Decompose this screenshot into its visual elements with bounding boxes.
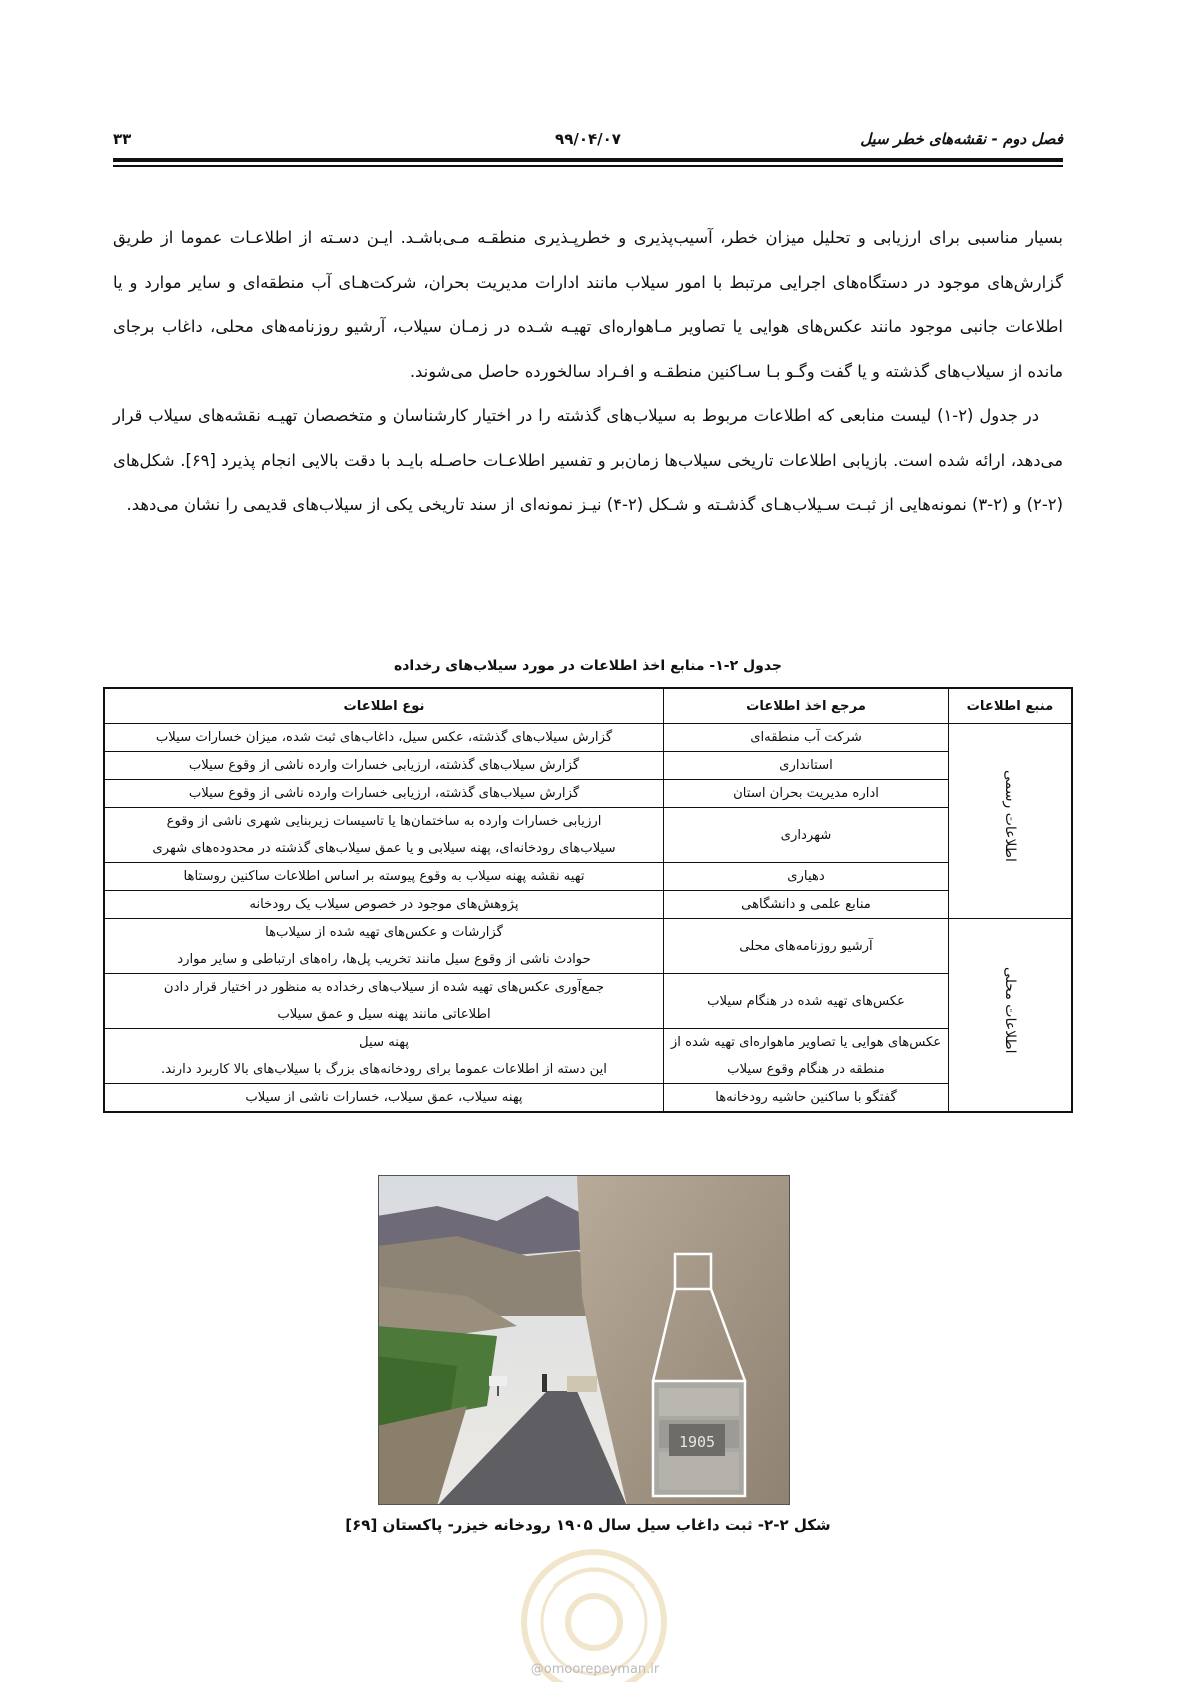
table-row [104,752,1072,780]
info-line: گزارش سیلاب‌های گذشته، ارزیابی خسارات وارده ناشی از وقوع سیلاب [188,758,580,773]
info-cell [104,1029,664,1084]
info-line: ارزیابی خسارات وارده به ساختمان‌ها یا تاسیسات زیربنایی شهری ناشی از وقوع [166,814,602,829]
info-line: اطلاعاتی مانند پهنه سیل و عمق سیلاب [277,1007,491,1022]
group-label: اطلاعات محلی [1002,966,1018,1054]
info-line: این دسته از اطلاعات عموما برای رودخانه‌های بزرگ با سیلاب‌های بالا کاربرد دارند. [161,1062,607,1077]
info-cell [104,863,664,891]
reference-cell: گفتگو با ساکنین حاشیه رودخانه‌ها [664,1084,949,1113]
info-line: حوادث ناشی از وقوع سیل مانند تخریب پل‌ها، راه‌های ارتباطی و سایر موارد [177,952,591,967]
reference-cell: شهرداری [664,808,949,863]
info-cell [104,752,664,780]
body-text [113,216,1063,528]
watermark-url: @omoorepeyman.ir [530,1662,660,1677]
document-date: ۹۹/۰۴/۰۷ [555,130,621,148]
sources-table [103,687,1073,1113]
reference-cell: اداره مدیریت بحران استان [664,780,949,808]
table-row [104,1084,1072,1113]
info-line: گزارش سیلاب‌های گذشته، عکس سیل، داغاب‌های ثبت شده، میزان خسارات سیلاب [155,730,613,745]
info-line: سیلاب‌های رودخانه‌ای، پهنه سیلابی و یا عمق سیلاب‌های گذشته در محدوده‌های شهری [152,841,616,856]
header-rule-thick [113,158,1063,162]
reference-cell: عکس‌های هوایی یا تصاویر ماهواره‌ای تهیه شده از منطقه در هنگام وقوع سیلاب [664,1029,949,1084]
info-cell [104,724,664,752]
info-cell [104,919,664,974]
info-line: پهنه سیل [358,1035,409,1050]
page-number: ۳۳ [113,130,132,148]
paragraph: بسیار مناسبی برای ارزیابی و تحلیل میزان خطر، آسیب‌پذیری و خطرپـذیری منطقـه مـی‌باشـد. ایـن دسـته از اطلاعـات عموما از طریق گزارش‌های موجود در دستگاه‌های اجرایی مرتبط با امور سیلاب مانند ادارات مدیریت بحران، شرکت‌هـای آب منطقه‌ای و سایر موارد و یا اطلاعات جانبی موجود مانند عکس‌های هوایی یا تصاویر مـاهواره‌ای تهیـه شـده در زمـان سیلاب، آرشیو روزنامه‌های محلی، داغاب برجای مانده از سیلاب‌های گذشته و یا گفت وگـو بـا سـاکنین منطقـه و افـراد سالخورده حاصل می‌شوند. [113,228,1063,381]
reference-cell: استانداری [664,752,949,780]
reference-cell: دهیاری [664,863,949,891]
reference-cell: شرکت آب منطقه‌ای [664,724,949,752]
table-row [104,808,1072,863]
header-info-type: نوع اطلاعات [104,688,664,724]
table-header-row [104,688,1072,724]
group-label-cell [949,919,1073,1113]
table-row [104,919,1072,974]
info-cell [104,808,664,863]
publisher-seal-watermark [494,1532,694,1682]
header-rule-thin [113,165,1063,167]
table-row [104,724,1072,752]
info-cell [104,780,664,808]
table-row [104,1029,1072,1084]
figure-caption: شکل ۲-۲- ثبت داغاب سیل سال ۱۹۰۵ رودخانه خیزر- پاکستان [۶۹] [345,1516,831,1534]
table-caption: جدول ۲-۱- منابع اخذ اطلاعات در مورد سیلاب‌های رخداده [393,658,783,674]
table-row [104,863,1072,891]
header-reference: مرجع اخذ اطلاعات [664,688,949,724]
page-header [113,128,1063,154]
paragraph: در جدول (۲-۱) لیست منابعی که اطلاعات مربوط به سیلاب‌های گذشته را در اختیار کارشناسان و متخصصان تهیـه نقشه‌های سیلاب قرار می‌دهد، ارائه شده است. بازیابی اطلاعات تاریخی سیلاب‌ها زمان‌بر و تفسیر اطلاعـات حاصـله بایـد با دقت بالایی انجام پذیرد [۶۹]. شکل‌های (۲-۲) و (۲-۳) نمونه‌هایی از ثبـت سـیلاب‌هـای گذشـته و شـکل (۲-۴) نیـز نمونه‌ای از سند تاریخی یکی از سیلاب‌های قدیمی را نشان می‌دهد. [113,406,1063,514]
plaque-year: 1905 [678,1433,716,1451]
info-line: تهیه نقشه پهنه سیلاب به وقوع پیوسته بر اساس اطلاعات ساکنین روستاها [183,869,585,884]
info-line: گزارشات و عکس‌های تهیه شده از سیلاب‌ها [265,925,503,940]
info-line: پهنه سیلاب، عمق سیلاب، خسارات ناشی از سیلاب [245,1090,523,1105]
table-row [104,974,1072,1029]
info-cell [104,974,664,1029]
info-cell [104,891,664,919]
flood-mark-photo [378,1175,790,1505]
info-cell [104,1084,664,1113]
table-row [104,780,1072,808]
header-source: منبع اطلاعات [949,688,1073,724]
reference-cell: منابع علمی و دانشگاهی [664,891,949,919]
info-line: جمع‌آوری عکس‌های تهیه شده از سیلاب‌های رخداده به منظور در اختیار قرار دادن [163,980,605,995]
info-line: پژوهش‌های موجود در خصوص سیلاب یک رودخانه [249,897,519,912]
table-row [104,891,1072,919]
info-line: گزارش سیلاب‌های گذشته، ارزیابی خسارات وارده ناشی از وقوع سیلاب [188,786,580,801]
chapter-title: فصل دوم - نقشه‌های خطر سیل [860,130,1063,148]
group-label: اطلاعات رسمی [1002,770,1018,862]
reference-cell: آرشیو روزنامه‌های محلی [664,919,949,974]
group-label-cell [949,724,1073,919]
reference-cell: عکس‌های تهیه شده در هنگام سیلاب [664,974,949,1029]
